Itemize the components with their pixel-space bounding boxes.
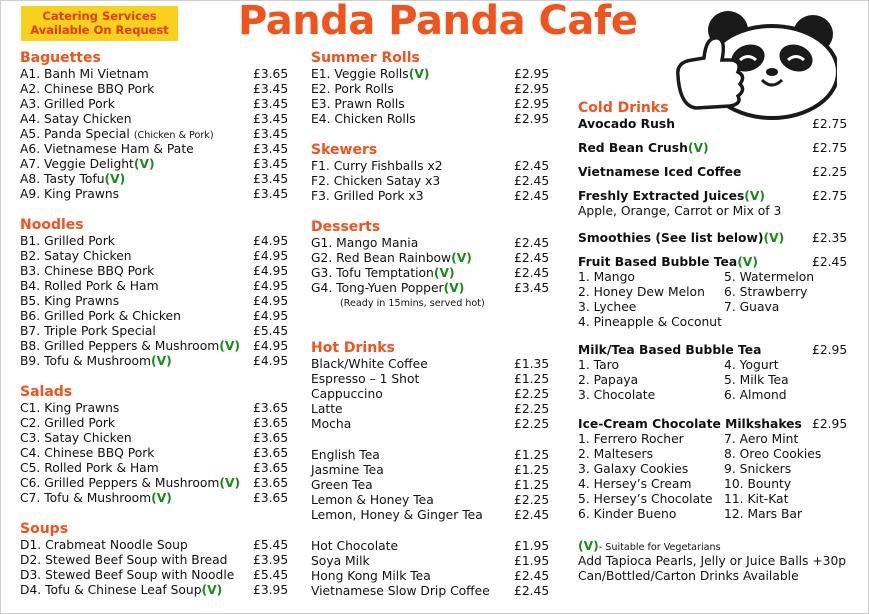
item-price: £1.35: [514, 357, 550, 371]
menu-item: [20, 568, 292, 583]
item-price: £1.25: [514, 478, 550, 492]
item-name: D4. Tofu & Chinese Leaf Soup: [20, 583, 202, 597]
item-name: G1. Mango Mania: [311, 236, 419, 250]
menu-item: [311, 189, 553, 204]
item-price: £3.65: [253, 476, 289, 490]
item-price: £3.45: [253, 97, 289, 111]
item-price: £4.95: [253, 264, 289, 278]
menu-item: [311, 357, 553, 372]
desserts-list: [311, 236, 553, 296]
section-heading-summer-rolls: Summer Rolls: [311, 50, 420, 66]
skewers-list: [311, 159, 553, 204]
item-price: £2.95: [514, 112, 550, 126]
item-price: £1.25: [514, 463, 550, 477]
item-price: £3.45: [253, 112, 289, 126]
menu-item: [311, 82, 553, 97]
item-name: English Tea: [311, 448, 380, 462]
veg-mark: (V): [433, 266, 455, 280]
item-name: C6. Grilled Peppers & Mushroom: [20, 476, 220, 490]
item-price: £2.95: [514, 97, 550, 111]
item-price: £4.95: [253, 234, 289, 248]
veg-mark: (V): [201, 583, 223, 597]
menu-item: [20, 354, 292, 369]
veg-mark: (V): [104, 172, 126, 186]
menu-item: [311, 159, 553, 174]
item-price: £2.75: [812, 141, 848, 155]
menu-item: [20, 82, 292, 97]
item-name: Green Tea: [311, 478, 373, 492]
option-item: 10. Bounty: [724, 477, 792, 491]
menu-item: [20, 553, 292, 568]
option-item: 2. Papaya: [578, 373, 639, 387]
item-name: B1. Grilled Pork: [20, 234, 115, 248]
item-name: D1. Crabmeat Noodle Soup: [20, 538, 188, 552]
item-name: A5. Panda Special: [20, 127, 130, 141]
menu-item: [311, 372, 553, 387]
item-price: £3.45: [253, 157, 289, 171]
section-heading-soups: Soups: [20, 521, 69, 537]
item-price: £1.25: [514, 448, 550, 462]
item-name: Lemon, Honey & Ginger Tea: [311, 508, 483, 522]
column-1: [20, 50, 292, 598]
menu-item: [311, 97, 553, 112]
menu-item: [20, 476, 292, 491]
item-name: C7. Tofu & Mushroom: [20, 491, 152, 505]
menu-item: [20, 187, 292, 202]
options-left: [578, 432, 724, 522]
item-price: £5.45: [253, 538, 289, 552]
item-name: B9. Tofu & Mushroom: [20, 354, 151, 368]
option-item: 1. Mango: [578, 270, 635, 284]
item-price: £5.45: [253, 568, 289, 582]
veg-mark: (V): [408, 67, 430, 81]
item-name: Lemon & Honey Tea: [311, 493, 434, 507]
item-name: A9. King Prawns: [20, 187, 120, 201]
juices-options: Apple, Orange, Carrot or Mix of 3: [578, 204, 782, 218]
option-item: 5. Milk Tea: [724, 373, 789, 387]
item-price: £2.45: [514, 236, 550, 250]
item-price: £3.65: [253, 401, 289, 415]
item-name: A6. Vietnamese Ham & Pate: [20, 142, 194, 156]
item-note: (Chicken & Pork): [133, 130, 214, 141]
item-name: C3. Satay Chicken: [20, 431, 132, 445]
item-price: £3.65: [253, 446, 289, 460]
item-name: Vietnamese Slow Drip Coffee: [311, 584, 490, 598]
menu-item: [311, 508, 553, 523]
veg-mark: (V): [578, 539, 599, 553]
option-item: 7. Aero Mint: [724, 432, 799, 446]
item-price: £1.25: [514, 372, 550, 386]
milkshake-options: [578, 432, 850, 522]
menu-item: [311, 402, 553, 417]
item-price: £5.45: [253, 324, 289, 338]
soups-list: [20, 538, 292, 598]
column-3: [578, 100, 850, 584]
section-heading-salads: Salads: [20, 384, 73, 400]
item-price: £1.95: [514, 539, 550, 553]
cold-drink-milk-bubble-tea: [578, 343, 850, 358]
menu-item: [20, 461, 292, 476]
menu-item: [20, 491, 292, 506]
cans-note: Can/Bottled/Carton Drinks Available: [578, 569, 799, 583]
item-price: £4.95: [253, 249, 289, 263]
menu-item: [311, 251, 553, 266]
option-item: 12. Mars Bar: [724, 507, 803, 521]
option-item: 7. Guava: [724, 300, 780, 314]
menu-item: [311, 112, 553, 127]
veg-mark: (V): [737, 255, 758, 269]
option-item: 3. Chocolate: [578, 388, 656, 402]
item-price: £3.45: [253, 142, 289, 156]
item-price: £1.95: [514, 554, 550, 568]
item-name: B8. Grilled Peppers & Mushroom: [20, 339, 220, 353]
options-right: [724, 358, 789, 403]
item-name: G2. Red Bean Rainbow: [311, 251, 452, 265]
item-price: £2.25: [514, 417, 550, 431]
option-item: 4. Pineapple & Coconut: [578, 315, 722, 329]
menu-item: [311, 493, 553, 508]
noodles-list: [20, 234, 292, 369]
item-name: Fruit Based Bubble Tea: [578, 255, 738, 269]
catering-line-1: Catering Services: [42, 9, 157, 23]
item-price: £3.45: [514, 281, 550, 295]
section-heading-hot-drinks: Hot Drinks: [311, 340, 395, 356]
menu-item: [20, 538, 292, 553]
milk-bubble-options: [578, 358, 850, 403]
veg-mark: (V): [443, 281, 465, 295]
option-item: 1. Ferrero Rocher: [578, 432, 684, 446]
item-price: £3.45: [253, 127, 289, 141]
item-price: £2.25: [812, 165, 848, 179]
item-price: £2.45: [514, 159, 550, 173]
item-price: £3.45: [253, 172, 289, 186]
item-name: Smoothies (See list below): [578, 231, 764, 245]
hot-drinks-coffee-list: [311, 357, 553, 432]
section-heading-cold-drinks: Cold Drinks: [578, 100, 669, 116]
salads-list: [20, 401, 292, 506]
option-item: 3. Lychee: [578, 300, 637, 314]
item-name: F2. Chicken Satay x3: [311, 174, 441, 188]
item-name: D3. Stewed Beef Soup with Noodle: [20, 568, 235, 582]
summer-rolls-list: [311, 67, 553, 127]
menu-item: [311, 448, 553, 463]
option-item: 5. Watermelon: [724, 270, 815, 284]
item-name: Soya Milk: [311, 554, 370, 568]
item-price: £2.45: [514, 508, 550, 522]
item-name: B4. Rolled Pork & Ham: [20, 279, 159, 293]
item-price: £3.65: [253, 67, 289, 81]
menu-item: [20, 416, 292, 431]
item-name: Mocha: [311, 417, 352, 431]
item-price: £2.25: [514, 402, 550, 416]
menu-item: [20, 112, 292, 127]
menu-item: [311, 554, 553, 569]
hot-drinks-tea-list: [311, 448, 553, 523]
veg-mark: (V): [219, 339, 240, 353]
item-price: £2.45: [514, 251, 550, 265]
menu-item: [20, 67, 292, 82]
item-name: B3. Chinese BBQ Pork: [20, 264, 155, 278]
menu-item: [20, 294, 292, 309]
menu-item: [311, 478, 553, 493]
menu-item: [20, 264, 292, 279]
item-name: D2. Stewed Beef Soup with Bread: [20, 553, 228, 567]
menu-item: [20, 446, 292, 461]
menu-item: [20, 401, 292, 416]
menu-item: [311, 584, 553, 599]
item-name: Hot Chocolate: [311, 539, 399, 553]
veg-mark: (V): [687, 141, 709, 155]
item-name: A4. Satay Chicken: [20, 112, 132, 126]
menu-item: [20, 324, 292, 339]
item-name: A8. Tasty Tofu: [20, 172, 105, 186]
item-name: A7. Veggie Delight: [20, 157, 134, 171]
veg-mark: (V): [744, 189, 766, 203]
item-name: Milk/Tea Based Bubble Tea: [578, 343, 762, 357]
item-name: B2. Satay Chicken: [20, 249, 132, 263]
item-name: Avocado Rush: [578, 117, 675, 131]
option-item: 8. Oreo Cookies: [724, 447, 822, 461]
veg-note: - Suitable for Vegetarians: [598, 542, 721, 553]
item-name: F1. Curry Fishballs x2: [311, 159, 443, 173]
item-name: C5. Rolled Pork & Ham: [20, 461, 159, 475]
item-price: £2.95: [514, 82, 550, 96]
menu-item: [311, 174, 553, 189]
hot-drinks-other-list: [311, 539, 553, 599]
baguettes-list: [20, 67, 292, 202]
item-price: £2.45: [812, 255, 848, 269]
item-name: E2. Pork Rolls: [311, 82, 394, 96]
veg-mark: (V): [451, 251, 472, 265]
options-left: [578, 358, 724, 403]
menu-item: [311, 67, 553, 82]
item-price: £2.35: [812, 231, 848, 245]
item-name: Hong Kong Milk Tea: [311, 569, 431, 583]
item-name: G4. Tong-Yuen Popper: [311, 281, 444, 295]
cold-drink-red-bean: [578, 141, 850, 156]
section-heading-desserts: Desserts: [311, 219, 381, 235]
cold-drink-juices: [578, 189, 850, 204]
veg-mark: (V): [150, 354, 172, 368]
cold-drink-avocado: [578, 117, 850, 132]
menu-item: [20, 142, 292, 157]
item-price: £3.45: [253, 82, 289, 96]
item-price: £3.65: [253, 461, 289, 475]
vegetarian-key: [578, 539, 850, 554]
item-name: Vietnamese Iced Coffee: [578, 165, 742, 179]
item-price: £3.95: [253, 583, 289, 597]
item-price: £2.95: [812, 417, 848, 431]
item-price: £4.95: [253, 339, 289, 353]
catering-line-2: Available On Request: [30, 23, 169, 37]
item-price: £2.45: [514, 266, 550, 280]
menu-item: [20, 234, 292, 249]
menu-item: [311, 463, 553, 478]
item-name: E1. Veggie Rolls: [311, 67, 409, 81]
item-name: E3. Prawn Rolls: [311, 97, 405, 111]
item-price: £2.95: [812, 343, 848, 357]
cold-drink-smoothies: [578, 231, 850, 246]
option-item: 9. Snickers: [724, 462, 792, 476]
menu-item: [311, 236, 553, 251]
item-name: Cappuccino: [311, 387, 383, 401]
item-price: £4.95: [253, 309, 289, 323]
item-price: £2.25: [514, 493, 550, 507]
item-price: £2.25: [514, 387, 550, 401]
veg-mark: (V): [219, 476, 241, 490]
item-name: G3. Tofu Temptation: [311, 266, 434, 280]
option-item: 2. Maltesers: [578, 447, 654, 461]
item-name: Black/White Coffee: [311, 357, 428, 371]
options-right: [724, 270, 814, 330]
item-price: £3.65: [253, 416, 289, 430]
veg-mark: (V): [133, 157, 155, 171]
menu-item: [20, 339, 292, 354]
item-price: £3.65: [253, 431, 289, 445]
option-item: 4. Hersey’s Cream: [578, 477, 692, 491]
options-left: [578, 270, 724, 330]
item-name: Freshly Extracted Juices: [578, 189, 745, 203]
item-name: C1. King Prawns: [20, 401, 120, 415]
item-price: £3.95: [253, 553, 289, 567]
item-name: B6. Grilled Pork & Chicken: [20, 309, 181, 323]
menu-item: [20, 172, 292, 187]
item-name: B5. King Prawns: [20, 294, 120, 308]
option-item: 6. Kinder Bueno: [578, 507, 677, 521]
menu-item: [20, 127, 292, 142]
item-name: Red Bean Crush: [578, 141, 688, 155]
veg-mark: (V): [151, 491, 172, 505]
section-heading-baguettes: Baguettes: [20, 50, 101, 66]
menu-item: [20, 97, 292, 112]
menu-item: [20, 249, 292, 264]
item-name: C4. Chinese BBQ Pork: [20, 446, 155, 460]
cold-drink-iced-coffee: [578, 165, 850, 180]
menu-item: [20, 157, 292, 172]
item-price: £3.65: [253, 491, 289, 505]
item-name: Latte: [311, 402, 343, 416]
menu-item: [20, 279, 292, 294]
menu-item: [311, 266, 553, 281]
item-name: A3. Grilled Pork: [20, 97, 115, 111]
item-price: £2.75: [812, 189, 848, 203]
menu-item: [311, 387, 553, 402]
item-price: £3.45: [253, 187, 289, 201]
item-price: £2.75: [812, 117, 848, 131]
item-price: £2.45: [514, 189, 550, 203]
menu-item: [311, 281, 553, 296]
catering-banner: [21, 6, 178, 41]
menu-item: [311, 539, 553, 554]
options-right: [724, 432, 821, 522]
item-name: E4. Chicken Rolls: [311, 112, 416, 126]
item-name: C2. Grilled Pork: [20, 416, 116, 430]
menu-item: [20, 309, 292, 324]
item-price: £2.45: [514, 569, 550, 583]
section-heading-skewers: Skewers: [311, 142, 378, 158]
column-2: [311, 50, 553, 599]
option-item: 1. Taro: [578, 358, 619, 372]
option-item: 4. Yogurt: [724, 358, 779, 372]
option-item: 11. Kit-Kat: [724, 492, 789, 506]
item-price: £4.95: [253, 354, 289, 368]
item-price: £4.95: [253, 279, 289, 293]
section-heading-noodles: Noodles: [20, 217, 84, 233]
item-name: Espresso – 1 Shot: [311, 372, 420, 386]
menu-item: [311, 569, 553, 584]
menu-item: [20, 583, 292, 598]
item-name: Ice-Cream Chocolate Milkshakes: [578, 417, 802, 431]
add-ons-note: Add Tapioca Pearls, Jelly or Juice Balls +30p: [578, 554, 847, 568]
option-item: 5. Hersey’s Chocolate: [578, 492, 713, 506]
item-price: £2.45: [514, 584, 550, 598]
cold-drink-milkshakes: [578, 417, 850, 432]
veg-mark: (V): [763, 231, 785, 245]
option-item: 6. Almond: [724, 388, 787, 402]
item-name: A1. Banh Mi Vietnam: [20, 67, 149, 81]
desserts-note: (Ready in 15mins, served hot): [340, 298, 485, 309]
option-item: 3. Galaxy Cookies: [578, 462, 689, 476]
menu-item: [311, 417, 553, 432]
item-name: F3. Grilled Pork x3: [311, 189, 424, 203]
item-name: Jasmine Tea: [311, 463, 384, 477]
fruit-bubble-options: [578, 270, 850, 330]
menu-item: [20, 431, 292, 446]
item-name: B7. Triple Pork Special: [20, 324, 156, 338]
item-price: £2.45: [514, 174, 550, 188]
item-price: £2.95: [514, 67, 550, 81]
option-item: 2. Honey Dew Melon: [578, 285, 705, 299]
item-name: A2. Chinese BBQ Pork: [20, 82, 155, 96]
item-price: £4.95: [253, 294, 289, 308]
option-item: 6. Strawberry: [724, 285, 808, 299]
menu-title: Panda Panda Cafe: [238, 0, 638, 44]
cold-drink-fruit-bubble-tea: [578, 255, 850, 270]
